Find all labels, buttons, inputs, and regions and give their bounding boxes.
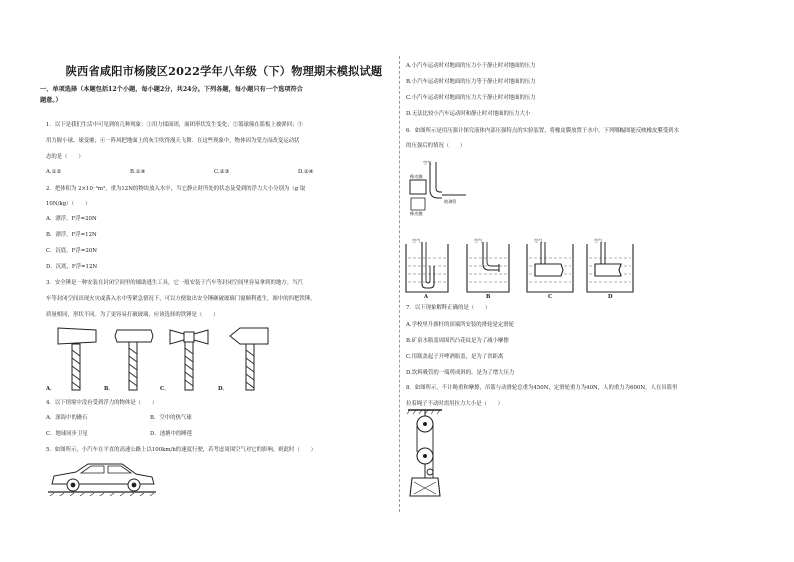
q1-option-d[interactable]: D.②④ (298, 169, 314, 175)
pulley-basket-figure (404, 408, 446, 500)
q1-option-c[interactable]: C.②③ (214, 169, 230, 175)
q5-line: 5．如图所示，小汽车在平直的高速公路上以100km/h的速度行驶，若考虑周围空气对它的影响，则此时（ ） (46, 447, 316, 453)
q1-line3: 态的是（ ） (46, 154, 84, 160)
beaker-b (465, 240, 511, 296)
beaker-c-air-label: 空气 (534, 238, 543, 243)
q3-line2: 车等封闭空间出现火灾或落入水中等紧急情况下，可以方便取出安全锤砸破玻璃门窗顺利逃生，图中的四把铁锤， (46, 296, 316, 302)
q5-option-a[interactable]: A.小汽车运动时对地面的压力小于静止时对地面的压力 (406, 63, 536, 69)
q1-line1: 1．以下是我们生活中可见到的几种现象：①用力揉面团，面团形状发生变化；②篮球撞在篮板上被弹回；③ (46, 122, 303, 128)
q7-option-c[interactable]: C.用瓶盖起子开啤酒瓶盖，是为了省距离 (406, 354, 504, 360)
q3-line3: 质量相同，形状不同。为了更容易打破玻璃，应该选择的铁锤是（ ） (46, 312, 219, 318)
q6-line2: 的压强后的情况（ ） (406, 143, 466, 149)
q4-option-a[interactable]: A．深海中的礁石 (46, 415, 88, 421)
q5-option-d[interactable]: D.无法比较小汽车运动时和静止时对地面的压力大小 (406, 111, 531, 117)
q4-option-b[interactable]: B．空中的热气球 (150, 415, 192, 421)
hammer-label-b[interactable]: B． (104, 386, 114, 392)
q3-line1: 3．安全锤是一种安装在封闭空间里的辅助逃生工具，它一般安装于汽车等封闭空间里容易拿到的地方。当汽 (46, 280, 303, 286)
figure-label-tube: 玻璃管 (444, 199, 457, 204)
beaker-a (404, 240, 450, 296)
q4-option-d[interactable]: D．池塘中的睡莲 (150, 431, 193, 437)
figure-label-air: 空气 (423, 160, 432, 165)
q5-option-b[interactable]: B.小汽车运动时对地面的压力等于静止时对地面的压力 (406, 79, 536, 85)
q1-option-b[interactable]: B.①④ (130, 169, 146, 175)
q7-option-b[interactable]: B.矿泉水瓶盖周围凹凸花纹是为了减小摩擦 (406, 338, 509, 344)
beaker-b-air-label: 空气 (474, 238, 483, 243)
beaker-d (585, 240, 635, 296)
q5-option-c[interactable]: C.小汽车运动时对地面的压力大于静止时对地面的压力 (406, 95, 536, 101)
beaker-option-b[interactable]: B (486, 294, 491, 300)
q2-option-c[interactable]: C．沉底，F浮=20N (46, 248, 97, 254)
hammer-label-c[interactable]: C． (160, 386, 170, 392)
hammer-d-icon (228, 326, 272, 392)
q2-option-d[interactable]: D．沉底，F浮=12N (46, 264, 98, 270)
q7-option-d[interactable]: D.饮料吸管的一端剪成斜的，是为了增大压力 (406, 370, 515, 376)
car-icon (48, 460, 158, 496)
hammer-label-d[interactable]: D． (218, 386, 228, 392)
q8-line2: 拉着绳子不动时需用拉力大小是（ ） (406, 401, 504, 407)
beaker-option-c[interactable]: C (548, 294, 553, 300)
section-heading-line1: 一、单项选择（本题包括12个小题，每小题2分，共24分。下列各题，每小题只有一个选项符合 (40, 86, 303, 93)
q6-line1: 6．如图所示是用压强计探究液体内部压强特点的实验装置，将橡皮膜放置于水中，下列哪幅图能反映橡皮膜受到水 (406, 128, 679, 134)
hammer-b-icon (113, 326, 157, 392)
figure-label-rubber: 橡皮膜 (410, 174, 423, 179)
beaker-d-air-label: 空气 (594, 238, 603, 243)
figure-label-film: 橡皮膜 (410, 211, 423, 216)
hammer-c-icon (168, 326, 212, 392)
q1-option-a[interactable]: A.①② (46, 169, 62, 175)
q4-option-c[interactable]: C．地球同步卫星 (46, 431, 88, 437)
section-heading-line2: 题意。） (40, 97, 62, 104)
column-divider (399, 56, 400, 512)
pressure-gauge-figure (408, 158, 478, 218)
q8-line1: 8．如图所示，不计绳重和摩擦，吊篮与动滑轮总重为450N，定滑轮重力为40N，人的重力为600N，人在吊篮里 (406, 385, 678, 391)
beaker-option-a[interactable]: A (424, 294, 429, 300)
page-title: 陕西省咸阳市杨陵区2022学年八年级（下）物理期末模拟试题 (65, 64, 383, 78)
q1-line2: 用力握小球，球变瘪；④一阵风把地面上的灰尘吹得漫天飞舞．在这些现象中，物体因为受力而改变运动状 (46, 138, 300, 144)
q4-line: 4．以下情境中没有受到浮力的物体是（ ） (46, 400, 158, 406)
q2-option-a[interactable]: A．漂浮，F浮=20N (46, 216, 97, 222)
q7-line: 7．以下现象解释正确的是（ ） (406, 305, 491, 311)
q2-option-b[interactable]: B．漂浮，F浮=12N (46, 232, 97, 238)
hammer-a-icon (56, 326, 100, 392)
hammer-label-a[interactable]: A． (46, 386, 56, 392)
q7-option-a[interactable]: A.学校里升旗杆的顶端所安装的滑轮是定滑轮 (406, 322, 515, 328)
q2-line1: 2．把体积为 2×10⁻³m³，重为12N的物块放入水中，当它静止时所处的状态及受到的浮力大小分别为（g 取 (46, 186, 306, 192)
beaker-a-air-label: 空气 (412, 238, 421, 243)
q2-line2: 10N/kg）（ ） (46, 201, 91, 207)
beaker-c (525, 240, 575, 296)
beaker-option-d[interactable]: D (608, 294, 613, 300)
